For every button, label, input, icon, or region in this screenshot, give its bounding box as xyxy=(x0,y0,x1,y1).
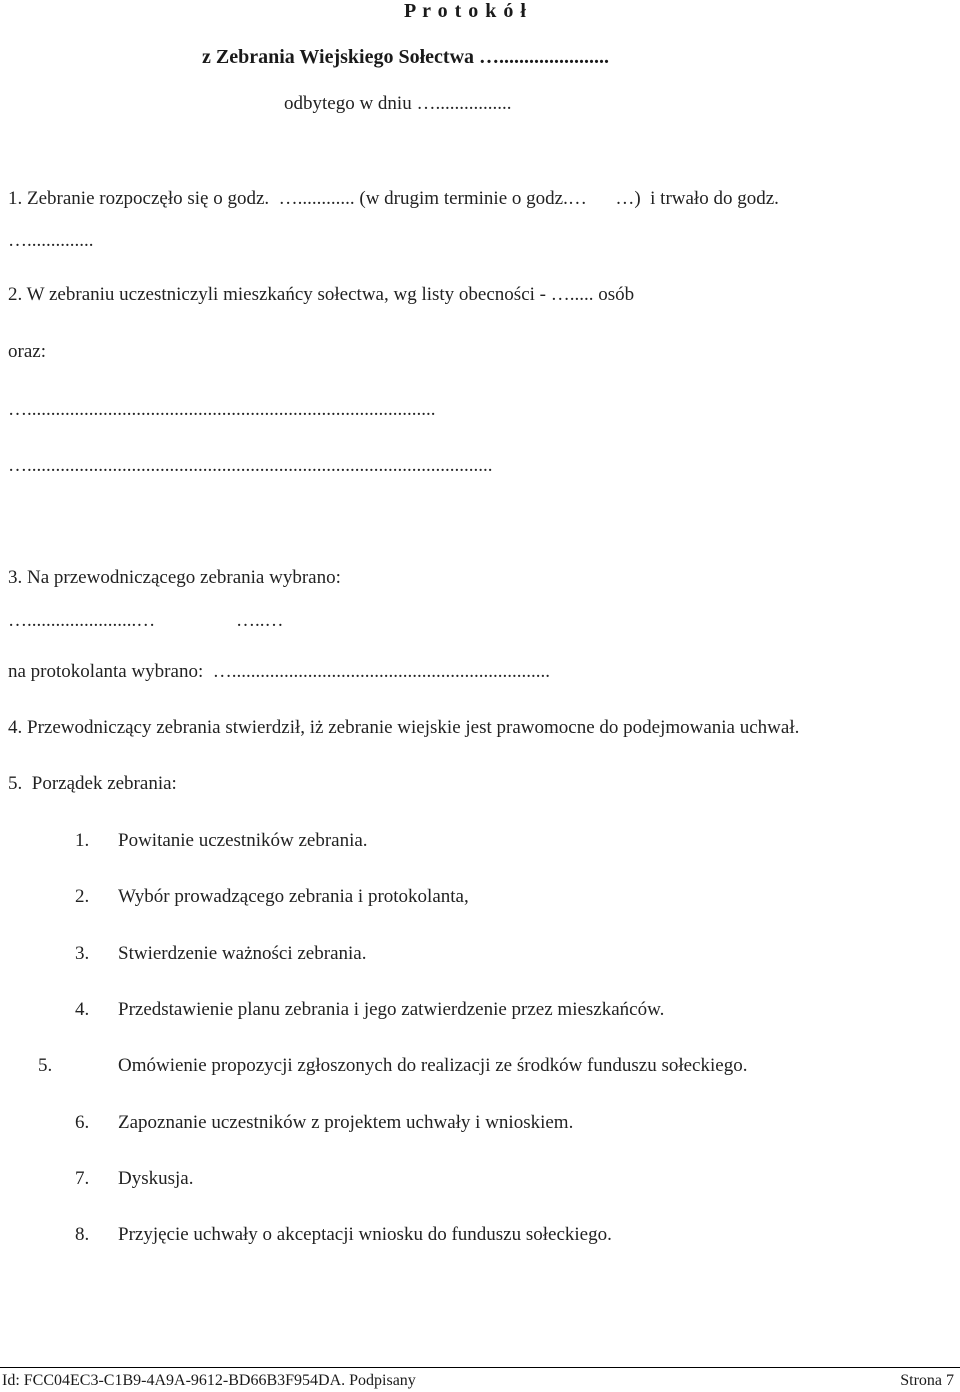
agenda-item-text: Stwierdzenie ważności zebrania. xyxy=(118,943,367,964)
point-3-line-2: ….......................… …..… xyxy=(8,610,403,631)
document-subtitle: z Zebrania Wiejskiego Sołectwa …...................... xyxy=(202,46,610,68)
point-2-line-3: …...................................................................................... xyxy=(8,399,436,420)
page-footer xyxy=(0,1367,960,1392)
agenda-item-number: 6. xyxy=(75,1112,90,1133)
agenda-item-number: 1. xyxy=(75,830,90,851)
point-2-line-2: oraz: xyxy=(8,341,46,362)
point-2-line-4: ….................................................................................................. xyxy=(8,455,493,476)
agenda-item-text: Przedstawienie planu zebrania i jego zatwierdzenie przez mieszkańców. xyxy=(118,999,665,1020)
point-2-line-1: 2. W zebraniu uczestniczyli mieszkańcy sołectwa, wg listy obecności - …..... osób xyxy=(8,284,635,305)
agenda-item-number: 5. xyxy=(38,1055,53,1076)
agenda-item-number: 2. xyxy=(75,886,90,907)
agenda-item-number: 8. xyxy=(75,1224,90,1245)
point-1-line-1: 1. Zebranie rozpoczęło się o godz. …............ (w drugim terminie o godz.… …) i trwało do godz. xyxy=(8,188,779,209)
page-number: Strona 7 xyxy=(900,1372,954,1389)
agenda-item-text: Przyjęcie uchwały o akceptacji wniosku do funduszu sołeckiego. xyxy=(118,1224,612,1245)
agenda-item-text: Dyskusja. xyxy=(118,1168,194,1189)
point-4: 4. Przewodniczący zebrania stwierdził, iż zebranie wiejskie jest prawomocne do podejmowania uchwał. xyxy=(8,717,800,738)
agenda-item-text: Zapoznanie uczestników z projektem uchwały i wnioskiem. xyxy=(118,1112,574,1133)
point-3-line-3: na protokolanta wybrano: …................................................................... xyxy=(8,661,550,682)
meeting-date-line: odbytego w dniu …................ xyxy=(284,93,512,114)
agenda-item-number: 4. xyxy=(75,999,90,1020)
point-5-heading: 5. Porządek zebrania: xyxy=(8,773,177,794)
point-3-line-1: 3. Na przewodniczącego zebrania wybrano: xyxy=(8,567,341,588)
agenda-item-text: Powitanie uczestników zebrania. xyxy=(118,830,368,851)
document-id-text: Id: FCC04EC3-C1B9-4A9A-9612-BD66B3F954DA. Podpisany xyxy=(2,1372,416,1389)
agenda-item-text: Wybór prowadzącego zebrania i protokolanta, xyxy=(118,886,469,907)
document-title: P r o t o k ó ł xyxy=(404,0,527,22)
agenda-item-number: 7. xyxy=(75,1168,90,1189)
agenda-item-number: 3. xyxy=(75,943,90,964)
agenda-item-text: Omówienie propozycji zgłoszonych do realizacji ze środków funduszu sołeckiego. xyxy=(118,1055,748,1076)
point-1-line-2: ….............. xyxy=(8,230,94,251)
